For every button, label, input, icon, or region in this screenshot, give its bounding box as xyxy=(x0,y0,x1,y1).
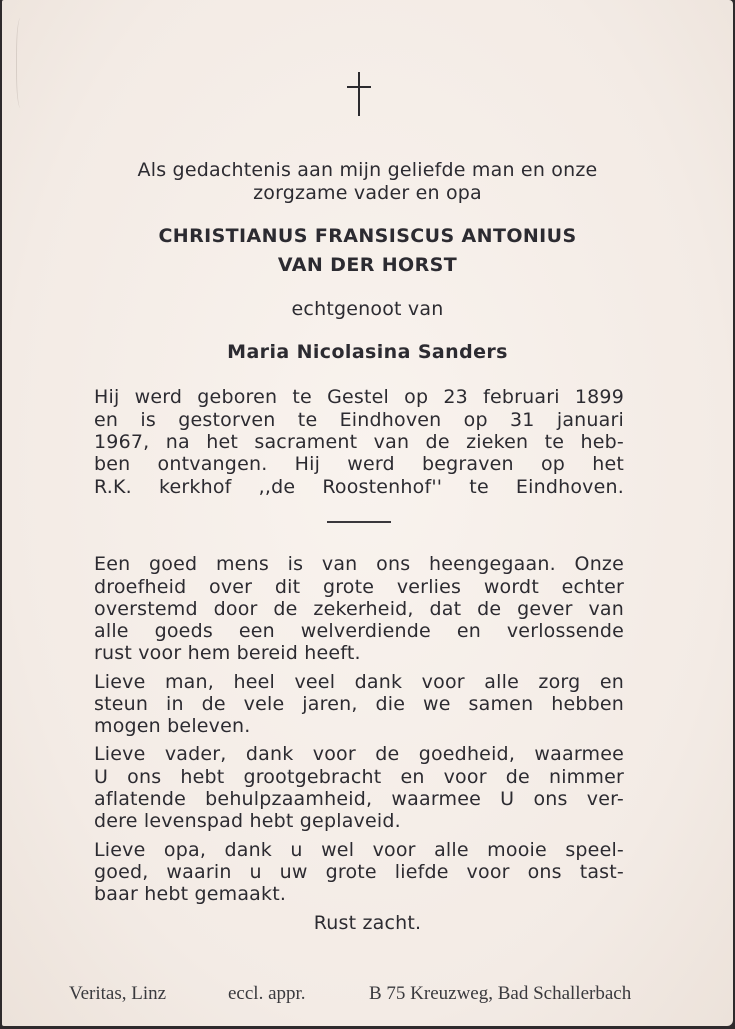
divider xyxy=(327,521,391,523)
spouse-name: Maria Nicolasina Sanders xyxy=(227,341,508,363)
para2-line: steun in de vele jaren, die we samen hebben xyxy=(94,693,624,715)
bio-line: ben ontvangen. Hij werd begraven op het xyxy=(94,453,624,475)
para3-line: Lieve vader, dank voor de goedheid, waarmee xyxy=(94,743,624,765)
memorial-card xyxy=(2,0,733,1026)
closing-text: Rust zacht. xyxy=(313,912,422,934)
cross-icon xyxy=(347,72,371,116)
para2-line: Lieve man, heel veel dank voor alle zorg en xyxy=(94,671,624,693)
para1-line: Een goed mens is van ons heengegaan. Onze xyxy=(94,553,624,575)
para1-line: alle goeds een welverdiende en verlossende xyxy=(94,620,624,642)
para1-line: droefheid over dit grote verlies wordt echter xyxy=(94,576,624,598)
para4-line: Lieve opa, dank u wel voor alle mooie speel- xyxy=(94,839,624,861)
para1-line: rust voor hem bereid heeft. xyxy=(94,642,361,664)
intro-line-2: zorgzame vader en opa xyxy=(253,182,482,204)
para4-line: baar hebt gemaakt. xyxy=(94,883,287,905)
para4-line: goed, waarin u uw grote liefde voor ons tast- xyxy=(94,861,624,883)
bio-line: en is gestorven te Eindhoven op 31 januari xyxy=(94,409,624,431)
intro-line-1: Als gedachtenis aan mijn geliefde man en onze xyxy=(137,159,598,181)
deceased-name-line-1: CHRISTIANUS FRANSISCUS ANTONIUS xyxy=(158,225,577,247)
footer-approval: eccl. appr. xyxy=(228,983,306,1004)
para3-line: U ons hebt grootgebracht en voor de nimmer xyxy=(94,766,624,788)
footer-reference: B 75 Kreuzweg, Bad Schallerbach xyxy=(369,983,632,1004)
spouse-label: echtgenoot van xyxy=(291,298,444,320)
para2-line: mogen beleven. xyxy=(94,715,251,737)
para3-line: aflatende behulpzaamheid, waarmee U ons ver- xyxy=(94,788,624,810)
footer-publisher: Veritas, Linz xyxy=(69,983,167,1004)
deceased-name-line-2: VAN DER HORST xyxy=(277,254,458,276)
bio-line: 1967, na het sacrament van de zieken te heb- xyxy=(94,431,624,453)
para3-line: dere levenspad hebt geplaveid. xyxy=(94,810,401,832)
bio-line: R.K. kerkhof ,,de Roostenhof'' te Eindhoven. xyxy=(94,476,624,498)
bio-line: Hij werd geboren te Gestel op 23 februari 1899 xyxy=(94,386,624,408)
paper-crease xyxy=(16,18,27,108)
para1-line: overstemd door de zekerheid, dat de gever van xyxy=(94,598,624,620)
